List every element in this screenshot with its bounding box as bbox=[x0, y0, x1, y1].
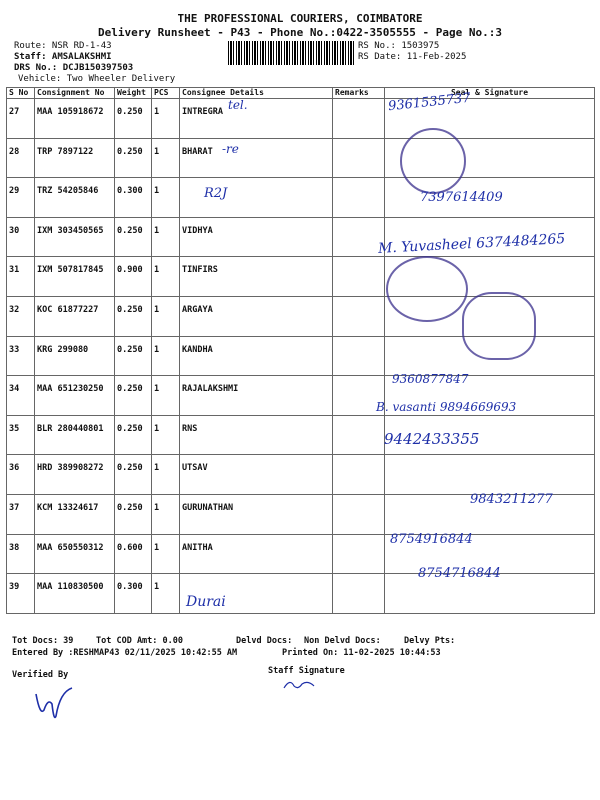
empty-cell bbox=[333, 138, 385, 178]
handwritten-note: tel. bbox=[228, 98, 248, 112]
cell-weight: 0.250 bbox=[115, 336, 152, 376]
cell-consignee: KANDHA bbox=[180, 336, 333, 376]
cell-weight: 0.300 bbox=[115, 178, 152, 218]
non-delivered-docs: Non Delvd Docs: bbox=[304, 636, 381, 646]
courier-seal-stamp bbox=[386, 256, 468, 322]
signature-phone: B. vasanti 9894669693 bbox=[376, 400, 517, 414]
cell-cons: BLR 280440801 bbox=[35, 415, 115, 455]
cell-sno: 36 bbox=[7, 455, 35, 495]
cell-consignee: RAJALAKSHMI bbox=[180, 376, 333, 416]
table-row bbox=[7, 534, 595, 574]
table-row bbox=[7, 415, 595, 455]
column-header: Remarks bbox=[333, 88, 385, 99]
signature-phone: M. Yuvasheel 6374484265 bbox=[377, 231, 566, 257]
empty-cell bbox=[333, 336, 385, 376]
cell-pcs: 1 bbox=[152, 138, 180, 178]
cell-weight: 0.600 bbox=[115, 534, 152, 574]
cell-sno: 30 bbox=[7, 217, 35, 257]
cell-pcs: 1 bbox=[152, 336, 180, 376]
signature-phone: 9360877847 bbox=[392, 372, 469, 386]
vehicle-label: Vehicle: Two Wheeler Delivery bbox=[18, 74, 176, 84]
signature-scribble bbox=[462, 292, 536, 360]
cell-weight: 0.250 bbox=[115, 99, 152, 139]
cell-cons: KRG 299080 bbox=[35, 336, 115, 376]
cell-weight: 0.250 bbox=[115, 494, 152, 534]
signature-phone: 9361535737 bbox=[387, 90, 472, 115]
cell-consignee: UTSAV bbox=[180, 455, 333, 495]
cell-consignee: INTREGRA bbox=[180, 99, 333, 139]
cell-sno: 38 bbox=[7, 534, 35, 574]
cell-cons: IXM 507817845 bbox=[35, 257, 115, 297]
cell-weight: 0.250 bbox=[115, 217, 152, 257]
cell-weight: 0.250 bbox=[115, 376, 152, 416]
cell-sno: 34 bbox=[7, 376, 35, 416]
empty-cell bbox=[333, 494, 385, 534]
cell-weight: 0.250 bbox=[115, 138, 152, 178]
table-row bbox=[7, 455, 595, 495]
cell-cons: MAA 110830500 bbox=[35, 574, 115, 614]
cell-consignee: ARGAYA bbox=[180, 296, 333, 336]
cell-pcs: 1 bbox=[152, 99, 180, 139]
cell-weight: 0.250 bbox=[115, 296, 152, 336]
staff-label: Staff: AMSALAKSHMI bbox=[14, 52, 112, 62]
cell-consignee bbox=[180, 178, 333, 218]
cell-consignee: VIDHYA bbox=[180, 217, 333, 257]
cell-weight: 0.300 bbox=[115, 574, 152, 614]
cell-sno: 37 bbox=[7, 494, 35, 534]
cell-sno: 32 bbox=[7, 296, 35, 336]
cell-pcs: 1 bbox=[152, 534, 180, 574]
empty-cell bbox=[333, 99, 385, 139]
route-label: Route: NSR RD-1-43 bbox=[14, 41, 112, 51]
column-header: Seal & Signature bbox=[385, 88, 595, 99]
cell-cons: KOC 61877227 bbox=[35, 296, 115, 336]
cell-consignee: GURUNATHAN bbox=[180, 494, 333, 534]
signature-phone: 9442433355 bbox=[384, 430, 480, 448]
cell-cons: IXM 303450565 bbox=[35, 217, 115, 257]
table-row bbox=[7, 138, 595, 178]
cell-sno: 29 bbox=[7, 178, 35, 218]
cell-weight: 0.250 bbox=[115, 455, 152, 495]
cell-consignee: BHARAT bbox=[180, 138, 333, 178]
printed-on: Printed On: 11-02-2025 10:44:53 bbox=[282, 648, 441, 658]
table-row bbox=[7, 257, 595, 297]
empty-cell bbox=[385, 455, 595, 495]
empty-cell bbox=[333, 217, 385, 257]
empty-cell bbox=[333, 296, 385, 336]
cell-sno: 31 bbox=[7, 257, 35, 297]
verified-by-label: Verified By bbox=[12, 670, 69, 680]
cell-cons: KCM 13324617 bbox=[35, 494, 115, 534]
table-row bbox=[7, 178, 595, 218]
column-header: S No bbox=[7, 88, 35, 99]
empty-cell bbox=[333, 257, 385, 297]
cell-pcs: 1 bbox=[152, 296, 180, 336]
staff-signature-label: Staff Signature bbox=[268, 666, 345, 676]
delivery-points: Delvy Pts: bbox=[404, 636, 456, 646]
column-header: Weight bbox=[115, 88, 152, 99]
cell-consignee: RNS bbox=[180, 415, 333, 455]
cell-weight: 0.250 bbox=[115, 415, 152, 455]
handwritten-note: Durai bbox=[186, 594, 226, 610]
cell-pcs: 1 bbox=[152, 455, 180, 495]
handwritten-note: -re bbox=[222, 142, 239, 156]
cell-pcs: 1 bbox=[152, 574, 180, 614]
total-docs: Tot Docs: 39 bbox=[12, 636, 74, 646]
column-header: Consignment No bbox=[35, 88, 115, 99]
cell-sno: 39 bbox=[7, 574, 35, 614]
cell-sno: 27 bbox=[7, 99, 35, 139]
cell-pcs: 1 bbox=[152, 217, 180, 257]
courier-seal-stamp bbox=[400, 128, 466, 194]
rs-date: RS Date: 11-Feb-2025 bbox=[358, 52, 467, 62]
handwritten-note: R2J bbox=[204, 186, 228, 201]
document-title: THE PROFESSIONAL COURIERS, COIMBATORE bbox=[177, 12, 423, 25]
empty-cell bbox=[333, 574, 385, 614]
verifier-signature bbox=[30, 682, 80, 724]
cell-sno: 33 bbox=[7, 336, 35, 376]
signature-phone: 7397614409 bbox=[420, 190, 503, 205]
entered-by: Entered By :RESHMAP43 02/11/2025 10:42:55 AM bbox=[12, 648, 238, 658]
cell-pcs: 1 bbox=[152, 415, 180, 455]
cell-cons: TRP 7897122 bbox=[35, 138, 115, 178]
empty-cell bbox=[333, 178, 385, 218]
cell-pcs: 1 bbox=[152, 178, 180, 218]
signature-phone: 8754716844 bbox=[418, 566, 501, 581]
cell-weight: 0.900 bbox=[115, 257, 152, 297]
empty-cell bbox=[333, 534, 385, 574]
empty-cell bbox=[333, 455, 385, 495]
cell-pcs: 1 bbox=[152, 257, 180, 297]
cell-sno: 28 bbox=[7, 138, 35, 178]
cell-consignee: ANITHA bbox=[180, 534, 333, 574]
total-cod-amount: Tot COD Amt: 0.00 bbox=[96, 636, 183, 646]
cell-cons: TRZ 54205846 bbox=[35, 178, 115, 218]
column-header: PCS bbox=[152, 88, 180, 99]
cell-cons: MAA 650550312 bbox=[35, 534, 115, 574]
empty-cell bbox=[333, 415, 385, 455]
cell-pcs: 1 bbox=[152, 376, 180, 416]
signature-phone: 9843211277 bbox=[470, 492, 553, 507]
cell-consignee: TINFIRS bbox=[180, 257, 333, 297]
signature-phone: 8754916844 bbox=[390, 532, 473, 547]
column-header: Consignee Details bbox=[180, 88, 333, 99]
staff-signature bbox=[282, 676, 322, 692]
cell-pcs: 1 bbox=[152, 494, 180, 534]
table-row bbox=[7, 99, 595, 139]
cell-cons: MAA 105918672 bbox=[35, 99, 115, 139]
cell-cons: MAA 651230250 bbox=[35, 376, 115, 416]
drs-number: DRS No.: DCJB150397503 bbox=[14, 63, 134, 73]
barcode-image bbox=[228, 41, 354, 65]
table-header-row bbox=[7, 88, 595, 99]
document-subtitle: Delivery Runsheet - P43 - Phone No.:0422-3505555 - Page No.:3 bbox=[98, 26, 502, 39]
delivered-docs: Delvd Docs: bbox=[236, 636, 293, 646]
table-row bbox=[7, 574, 595, 614]
cell-sno: 35 bbox=[7, 415, 35, 455]
cell-cons: HRD 389908272 bbox=[35, 455, 115, 495]
rs-number: RS No.: 1503975 bbox=[358, 41, 440, 51]
